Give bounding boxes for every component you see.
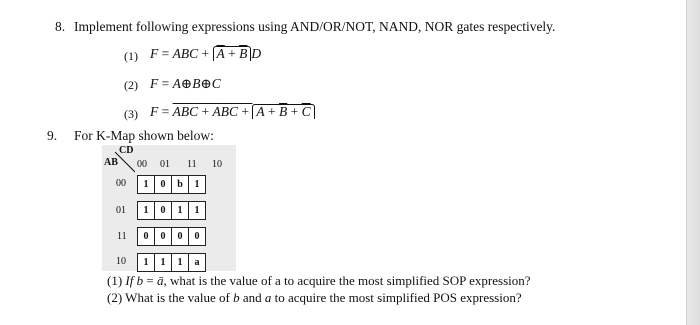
item-label: (2): [124, 78, 138, 92]
kmap-col-header: 00: [137, 159, 147, 170]
kmap-cell: 1: [155, 254, 172, 272]
kmap-cell: 1: [189, 176, 206, 194]
kmap-cell: b: [172, 176, 189, 194]
kmap-grid: [137, 175, 206, 272]
kmap-cell: 0: [155, 228, 172, 246]
kmap-row-header: 01: [116, 205, 126, 216]
kmap-col-header: 11: [187, 159, 197, 170]
expression-3: F = ABC + ABC + A + B + C: [150, 104, 315, 120]
question-text: Implement following expressions using AND/OR/NOT, NAND, NOR gates respectively.: [74, 19, 556, 34]
item-label: (3): [124, 107, 138, 121]
kmap-cell: 0: [155, 202, 172, 220]
kmap-row: [138, 254, 206, 272]
kmap-cell: a: [189, 254, 206, 272]
kmap-row-var: AB: [104, 157, 118, 168]
kmap-cell: 1: [138, 202, 155, 220]
item-label: (1): [124, 49, 138, 63]
question-text: For K-Map shown below:: [74, 128, 214, 143]
kmap-cell: 1: [138, 254, 155, 272]
kmap-row: [138, 202, 206, 220]
kmap-cell: 0: [172, 228, 189, 246]
kmap-row-header: 11: [117, 231, 127, 242]
expression-2: F = A⊕B⊕C: [150, 76, 221, 91]
kmap-cell: 0: [138, 228, 155, 246]
kmap-cell: 1: [189, 202, 206, 220]
kmap-row: [138, 176, 206, 194]
kmap-cell: 0: [189, 228, 206, 246]
kmap-row-header: 10: [116, 256, 126, 267]
kmap-cell: 1: [172, 254, 189, 272]
kmap-cell: 1: [172, 202, 189, 220]
kmap-col-header: 01: [160, 159, 170, 170]
kmap-cell: 0: [155, 176, 172, 194]
expression-1: F = ABC + A + B D: [150, 46, 262, 61]
kmap-col-header: 10: [212, 159, 222, 170]
kmap-cell: 1: [138, 176, 155, 194]
kmap-row: [138, 228, 206, 246]
kmap-row-header: 00: [116, 178, 126, 189]
sub-question-1: (1) If b = ā, what is the value of a to acquire the most simplified SOP expression?: [107, 273, 531, 288]
question-number: 8.: [55, 19, 66, 34]
page-edge: [686, 0, 700, 325]
kmap-col-var: CD: [119, 145, 134, 156]
sub-question-2: (2) What is the value of b and a to acquire the most simplified POS expression?: [107, 290, 522, 305]
question-number: 9.: [47, 128, 58, 143]
